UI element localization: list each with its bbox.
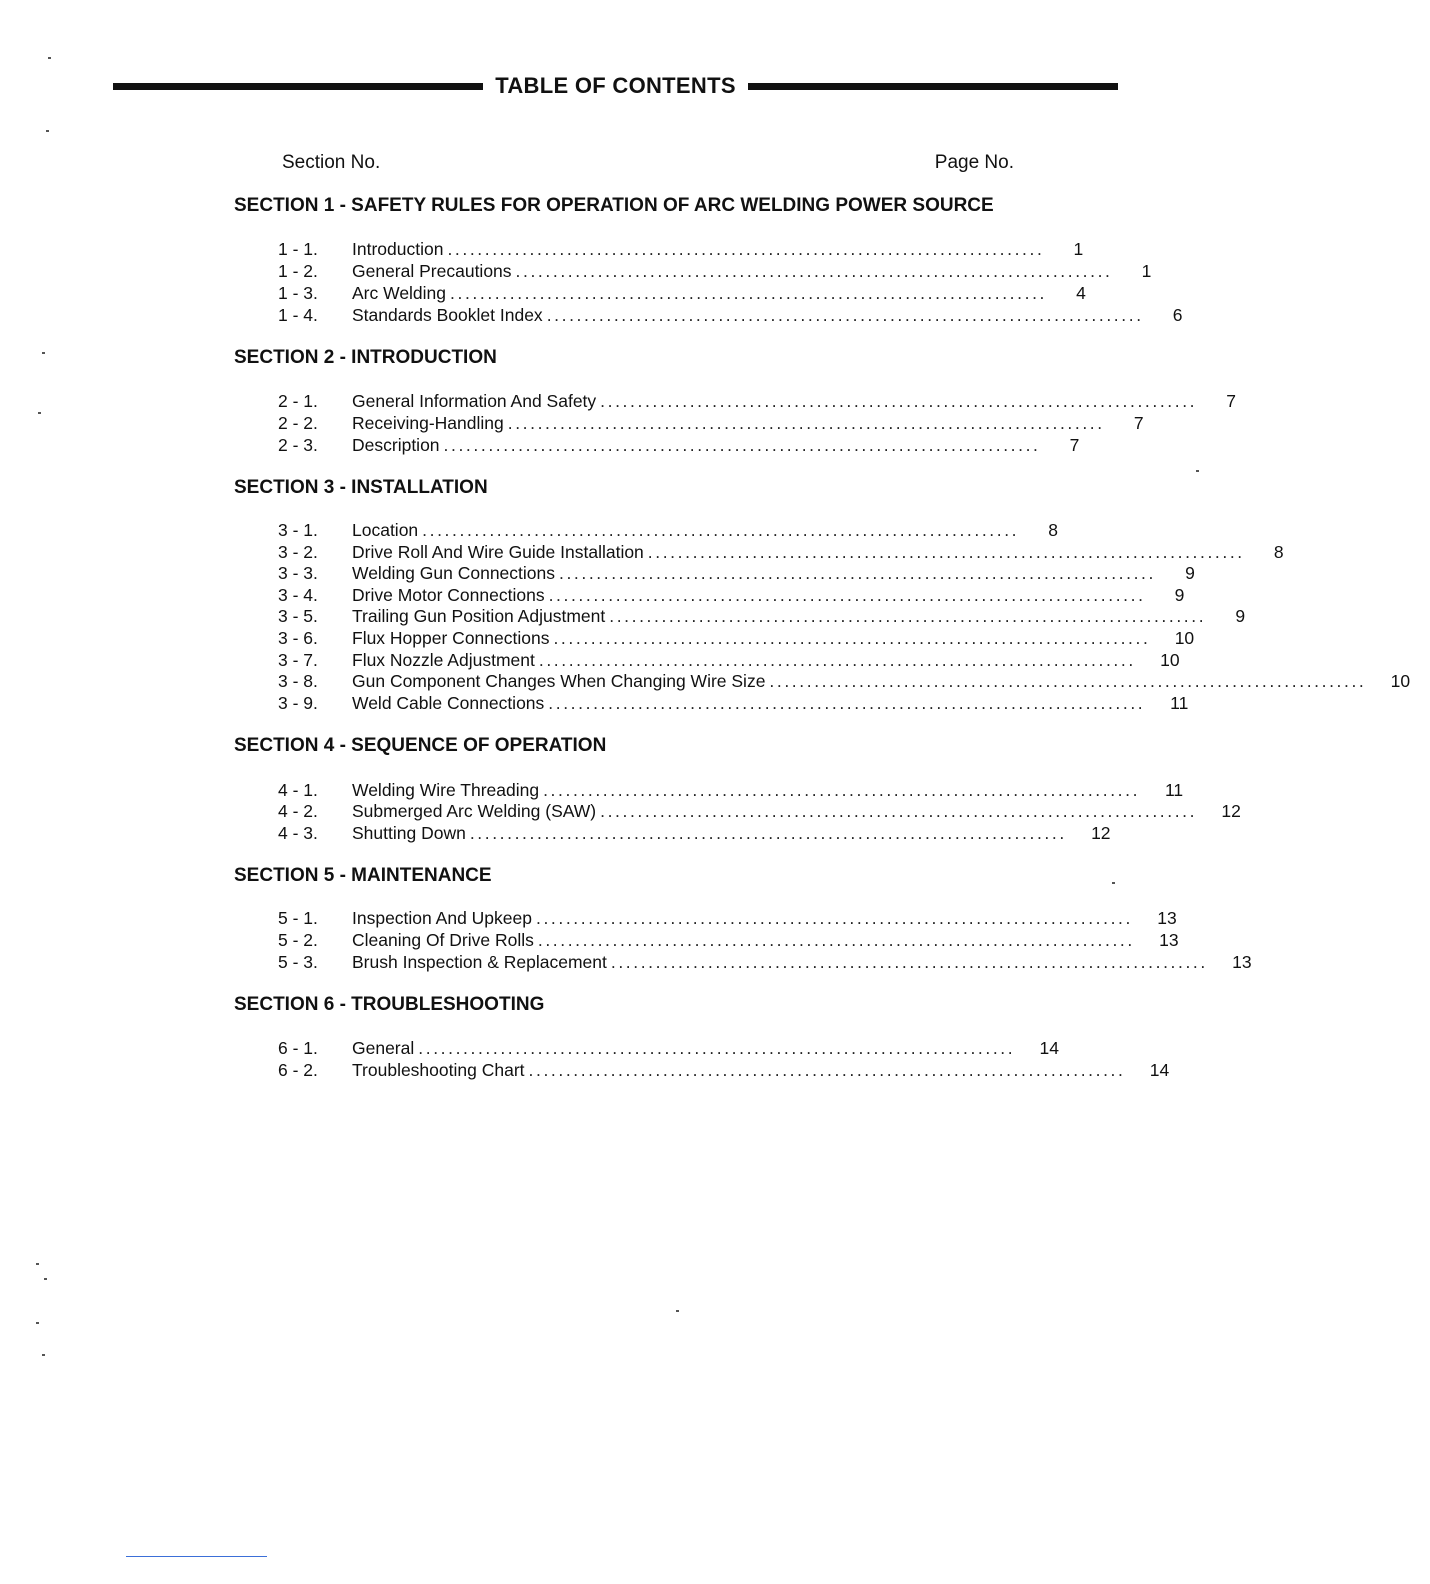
entry-page: 10 (1390, 671, 1411, 691)
dot-leader: ................................................................................ (769, 671, 1367, 691)
toc-entry[interactable] (278, 780, 1184, 802)
entry-page: 7 (1069, 435, 1080, 455)
entry-label: Receiving-Handling (352, 413, 504, 433)
scan-speck (1196, 470, 1199, 472)
dot-leader: ................................................................................ (548, 693, 1146, 713)
dot-leader: ................................................................................ (537, 930, 1135, 950)
dot-leader: ................................................................................ (553, 628, 1151, 648)
page-title: TABLE OF CONTENTS (495, 73, 736, 98)
scan-speck (42, 352, 45, 354)
entry-label: Welding Wire Threading (352, 780, 540, 800)
entry-page: 13 (1157, 908, 1177, 928)
dot-leader: ................................................................................ (450, 283, 1047, 303)
dot-leader: ................................................................................ (469, 823, 1067, 843)
toc-entry[interactable] (278, 283, 1086, 305)
toc-entry[interactable] (278, 952, 1252, 974)
entry-number: 5 - 2. (278, 930, 318, 950)
entry-page: 9 (1185, 563, 1195, 583)
entry-number: 6 - 2. (278, 1060, 318, 1080)
section-heading: SECTION 5 - MAINTENANCE (234, 865, 492, 886)
toc-entry[interactable] (278, 693, 1189, 715)
section-heading: SECTION 4 - SEQUENCE OF OPERATION (234, 735, 607, 756)
toc-entry[interactable] (278, 801, 1241, 823)
entry-page: 4 (1076, 283, 1086, 303)
toc-entry[interactable] (278, 261, 1152, 283)
entry-number: 6 - 1. (278, 1038, 318, 1058)
toc-entry[interactable] (278, 930, 1179, 952)
entry-number: 1 - 3. (278, 283, 318, 303)
entry-label: Gun Component Changes When Changing Wire Size (352, 671, 766, 691)
dot-leader: ................................................................................ (422, 520, 1020, 540)
toc-entry[interactable] (278, 650, 1180, 672)
toc-entry[interactable] (278, 391, 1236, 413)
page-no-header: Page No. (934, 152, 1014, 173)
dot-leader: ................................................................................ (515, 261, 1113, 281)
entry-page: 10 (1160, 650, 1180, 670)
entry-number: 3 - 8. (278, 671, 318, 691)
entry-page: 8 (1048, 520, 1058, 540)
entry-page: 7 (1133, 413, 1144, 433)
entry-number: 3 - 2. (278, 542, 318, 562)
entry-page: 6 (1172, 305, 1183, 325)
title-rule-right (748, 83, 1118, 90)
dot-leader: ................................................................................ (447, 239, 1045, 259)
dot-leader: ................................................................................ (647, 542, 1245, 562)
entry-label: Troubleshooting Chart (352, 1060, 525, 1080)
scan-speck (38, 412, 41, 414)
toc-entry[interactable] (278, 671, 1411, 693)
entry-label: Flux Nozzle Adjustment (352, 650, 535, 670)
scan-speck (46, 130, 49, 132)
toc-entry[interactable] (278, 1060, 1170, 1082)
footer-rule (126, 1556, 267, 1557)
dot-leader: ................................................................................ (548, 585, 1146, 605)
toc-entry[interactable] (278, 435, 1080, 457)
entry-label: Drive Motor Connections (352, 585, 545, 605)
entry-page: 10 (1174, 628, 1195, 648)
entry-number: 4 - 1. (278, 780, 318, 800)
entry-number: 1 - 4. (278, 305, 318, 325)
dot-leader: ................................................................................ (418, 1038, 1016, 1058)
section-heading: SECTION 1 - SAFETY RULES FOR OPERATION OF ARC WELDING POWER SOURCE (234, 195, 994, 216)
dot-leader: ................................................................................ (546, 305, 1144, 325)
entry-page: 1 (1141, 261, 1152, 281)
entry-number: 3 - 5. (278, 606, 318, 626)
entry-label: Flux Hopper Connections (352, 628, 550, 648)
entry-label: Cleaning Of Drive Rolls (352, 930, 534, 950)
dot-leader: ................................................................................ (538, 650, 1136, 670)
toc-entry[interactable] (278, 606, 1246, 628)
entry-number: 1 - 1. (278, 239, 318, 259)
dot-leader: ................................................................................ (528, 1060, 1126, 1080)
scan-speck (1112, 882, 1115, 884)
entry-page: 13 (1232, 952, 1252, 972)
dot-leader: ................................................................................ (610, 952, 1208, 972)
toc-entry[interactable] (278, 628, 1195, 650)
entry-number: 2 - 3. (278, 435, 318, 455)
dot-leader: ................................................................................ (543, 780, 1141, 800)
scan-speck (36, 1322, 39, 1324)
entry-label: Standards Booklet Index (352, 305, 543, 325)
toc-entry[interactable] (278, 520, 1058, 542)
entry-label: Inspection And Upkeep (352, 908, 532, 928)
entry-label: Location (352, 520, 419, 540)
entry-number: 3 - 3. (278, 563, 318, 583)
toc-entry[interactable] (278, 823, 1111, 845)
entry-number: 2 - 2. (278, 413, 318, 433)
entry-number: 2 - 1. (278, 391, 318, 411)
entry-label: General Information And Safety (352, 391, 597, 411)
entry-label: Arc Welding (352, 283, 447, 303)
section-heading: SECTION 2 - INTRODUCTION (234, 347, 497, 368)
entry-label: Brush Inspection & Replacement (352, 952, 607, 972)
entry-page: 7 (1226, 391, 1236, 411)
section-heading: SECTION 3 - INSTALLATION (234, 477, 488, 498)
entry-label: Welding Gun Connections (352, 563, 555, 583)
entry-number: 5 - 3. (278, 952, 318, 972)
entry-page: 9 (1174, 585, 1185, 605)
dot-leader: ................................................................................ (600, 801, 1198, 821)
dot-leader: ................................................................................ (443, 435, 1041, 455)
section-heading: SECTION 6 - TROUBLESHOOTING (234, 994, 545, 1015)
entry-page: 9 (1235, 606, 1246, 626)
entry-number: 4 - 3. (278, 823, 318, 843)
entry-label: Drive Roll And Wire Guide Installation (352, 542, 644, 562)
dot-leader: ................................................................................ (609, 606, 1207, 626)
scan-speck (676, 1310, 679, 1312)
entry-page: 12 (1091, 823, 1111, 843)
title-rule-left (113, 83, 483, 90)
entry-label: Submerged Arc Welding (SAW) (352, 801, 597, 821)
toc-entry[interactable] (278, 908, 1177, 930)
entry-number: 3 - 9. (278, 693, 318, 713)
toc-entry[interactable] (278, 563, 1195, 585)
entry-number: 3 - 4. (278, 585, 318, 605)
scan-speck (48, 57, 51, 59)
scan-speck (36, 1263, 39, 1265)
section-no-header: Section No. (282, 152, 381, 173)
entry-number: 1 - 2. (278, 261, 318, 281)
entry-number: 3 - 7. (278, 650, 318, 670)
entry-label: General (352, 1038, 415, 1058)
dot-leader: ................................................................................ (536, 908, 1133, 928)
toc-entry[interactable] (278, 239, 1084, 261)
entry-page: 13 (1159, 930, 1179, 950)
entry-label: Introduction (352, 239, 444, 259)
entry-page: 8 (1273, 542, 1284, 562)
entry-label: Shutting Down (352, 823, 466, 843)
toc-entry[interactable] (278, 305, 1183, 327)
entry-number: 3 - 6. (278, 628, 318, 648)
toc-entry[interactable] (278, 585, 1185, 607)
entry-label: Weld Cable Connections (352, 693, 545, 713)
entry-page: 14 (1039, 1038, 1059, 1058)
entry-page: 11 (1164, 780, 1184, 800)
entry-label: Description (352, 435, 440, 455)
entry-page: 12 (1221, 801, 1241, 821)
entry-number: 5 - 1. (278, 908, 318, 928)
entry-number: 3 - 1. (278, 520, 318, 540)
dot-leader: ................................................................................ (559, 563, 1156, 583)
entry-number: 4 - 2. (278, 801, 318, 821)
entry-page: 14 (1149, 1060, 1170, 1080)
dot-leader: ................................................................................ (600, 391, 1198, 411)
toc-entry[interactable] (278, 542, 1284, 564)
entry-page: 11 (1170, 693, 1189, 713)
toc-title-bar (113, 70, 1118, 102)
dot-leader: ................................................................................ (507, 413, 1105, 433)
scan-speck (42, 1354, 45, 1356)
scan-speck (44, 1278, 47, 1280)
entry-label: Trailing Gun Position Adjustment (352, 606, 606, 626)
entry-label: General Precautions (352, 261, 512, 281)
toc-entry[interactable] (278, 1038, 1059, 1060)
toc-entry[interactable] (278, 413, 1144, 435)
entry-page: 1 (1073, 239, 1084, 259)
